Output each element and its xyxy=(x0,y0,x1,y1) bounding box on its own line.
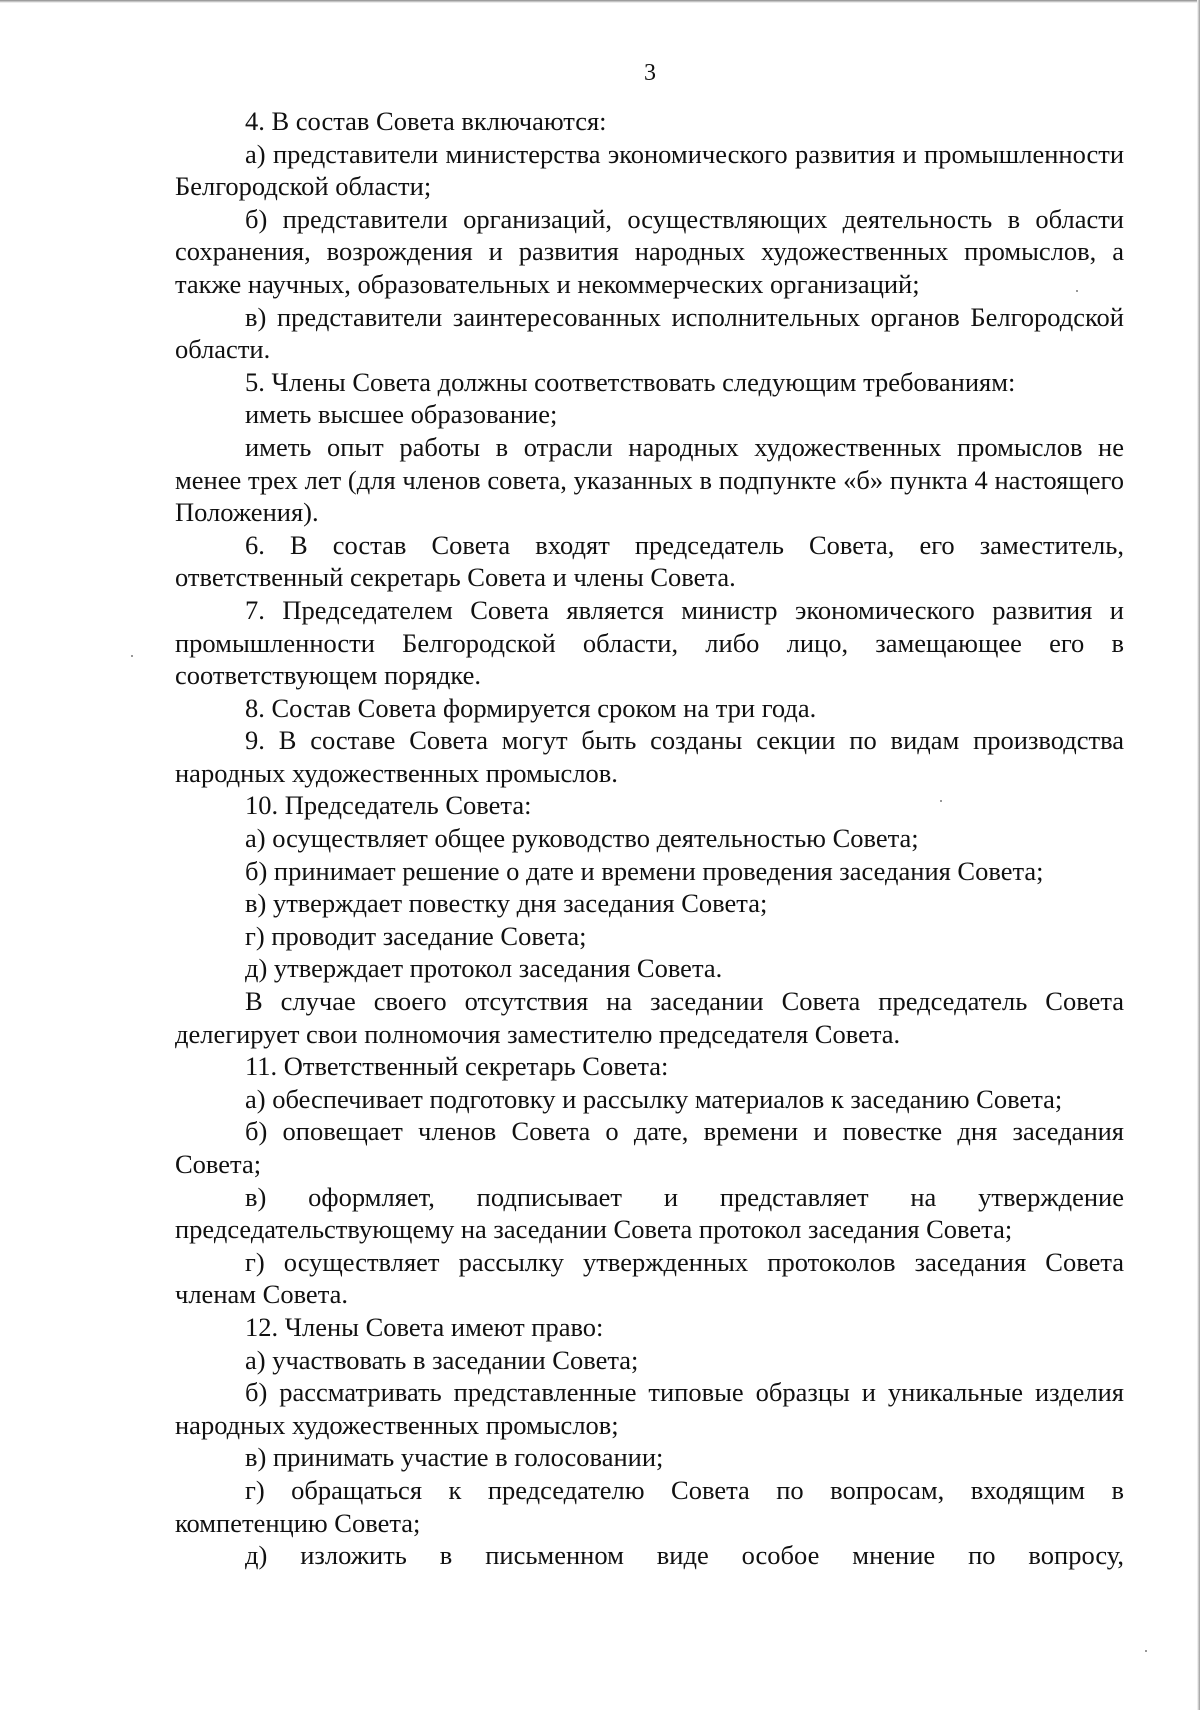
scan-edge-top xyxy=(0,0,1200,3)
scan-speck xyxy=(131,655,133,657)
paragraph-12b: б) рассматривать представленные типовые образцы и уникальные изделия народных художественных промыслов; xyxy=(175,1377,1124,1440)
paragraph-11: 11. Ответственный секретарь Совета: xyxy=(245,1051,669,1082)
paragraph-7: 7. Председателем Совета является министр экономического развития и промышленности Белгородской области, либо лицо, замещающее его в соответствующем порядке. xyxy=(175,594,1124,691)
paragraph-11v: в) оформляет, подписывает и представляет на утверждение председательствующему на заседании Совета протокол заседания Совета; xyxy=(175,1181,1124,1245)
paragraph-4: 4. В состав Совета включаются: xyxy=(245,106,607,136)
paragraph-10-note: В случае своего отсутствия на заседании Совета председатель Совета делегирует свои полномочия заместителю председателя Совета. xyxy=(175,986,1124,1049)
paragraph-10d: д) утверждает протокол заседания Совета. xyxy=(245,953,723,984)
paragraph-11b: б) оповещает членов Совета о дате, времени и повестке дня заседания Совета; xyxy=(175,1116,1124,1179)
scan-speck xyxy=(1076,290,1078,292)
paragraph-9: 9. В составе Совета могут быть созданы секции по видам производства народных художественных промыслов. xyxy=(175,725,1124,788)
scan-speck xyxy=(1145,1650,1147,1652)
paragraph-12d: д) изложить в письменном виде особое мнение по вопросу, xyxy=(245,1540,1124,1571)
paragraph-5-item-2: иметь опыт работы в отрасли народных художественных промыслов не менее трех лет (для членов совета, указанных в подпункте «б» пункта 4 настоящего Положения). xyxy=(175,431,1124,528)
paragraph-10g: г) проводит заседание Совета; xyxy=(245,920,587,951)
paragraph-5: 5. Члены Совета должны соответствовать следующим требованиям: xyxy=(245,366,1016,397)
paragraph-11a: а) обеспечивает подготовку и рассылку материалов к заседанию Совета; xyxy=(245,1083,1063,1114)
paragraph-10b: б) принимает решение о дате и времени проведения заседания Совета; xyxy=(245,855,1044,886)
paragraph-12: 12. Члены Совета имеют право: xyxy=(245,1311,604,1342)
paragraph-8: 8. Состав Совета формируется сроком на три года. xyxy=(245,692,817,723)
page-number: 3 xyxy=(644,60,656,86)
scan-speck xyxy=(940,800,942,802)
paragraph-11g: г) осуществляет рассылку утвержденных протоколов заседания Совета членам Совета. xyxy=(175,1246,1124,1310)
paragraph-10: 10. Председатель Совета: xyxy=(245,790,532,821)
paragraph-10v: в) утверждает повестку дня заседания Совета; xyxy=(245,888,768,919)
paragraph-12v: в) принимать участие в голосовании; xyxy=(245,1442,664,1473)
document-body xyxy=(175,105,1124,1572)
paragraph-6: 6. В состав Совета входят председатель Совета, его заместитель, ответственный секретарь Совета и члены Совета. xyxy=(175,529,1124,593)
paragraph-4v: в) представители заинтересованных исполнительных органов Белгородской области. xyxy=(175,301,1124,365)
paragraph-12g: г) обращаться к председателю Совета по вопросам, входящим в компетенцию Совета; xyxy=(175,1474,1124,1538)
paragraph-10a: а) осуществляет общее руководство деятельностью Совета; xyxy=(245,823,919,854)
paragraph-5-item-1: иметь высшее образование; xyxy=(245,399,558,430)
paragraph-12a: а) участвовать в заседании Совета; xyxy=(245,1344,639,1375)
paragraph-4a: а) представители министерства экономического развития и промышленности Белгородской области; xyxy=(175,138,1124,202)
paragraph-4b: б) представители организаций, осуществляющих деятельность в области сохранения, возрождения и развития народных художественных промыслов, а также научных, образовательных и некоммерческих организаций; xyxy=(175,203,1124,299)
